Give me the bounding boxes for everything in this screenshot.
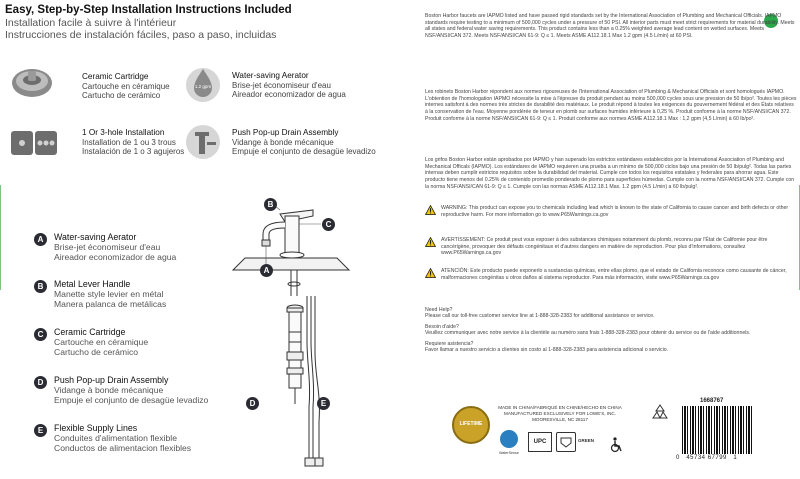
watersense-logo	[500, 430, 518, 448]
help-question-en: Need Help?	[425, 307, 453, 313]
callout-b: B	[264, 198, 277, 211]
help-section	[425, 307, 755, 357]
header-english: Easy, Step-by-Step Installation Instructions Included	[5, 4, 292, 16]
header	[5, 4, 415, 42]
aerator-gpm-label: 1.2 gpm	[194, 84, 212, 89]
feature-water-saving-aerator: Water-saving Aerator Brise-jet économiseur d'eau Aireador economizador de agua	[232, 71, 346, 99]
part-letter-badge: C	[34, 328, 47, 341]
warning-triangle-icon	[425, 268, 436, 278]
ceramic-cartridge-icon	[8, 65, 56, 101]
callout-a: A	[260, 264, 273, 277]
feature-drain-assembly: Push Pop-up Drain Assembly Vidange à bonde mécanique Empuje el conjunto de desagüe levadizo	[232, 128, 376, 156]
help-text-en: Please call our toll-free customer service line at 1-888-328-2383 for additional assistance or service.	[425, 313, 655, 320]
part-letter-badge: A	[34, 233, 47, 246]
certification-mark-icon	[556, 432, 576, 452]
warning-french: AVERTISSEMENT: Ce produit peut vous exposer à des substances chimiques notamment du plomb, reconnu par l'État de Californie pour être cancérigène, provoquer des défauts congénitaux et d'autres dangers en matière de reproduction. Pour plus d'informations, consultez www.P65Warnings.ca.gov	[425, 237, 797, 265]
help-text-fr: Veuillez communiquer avec notre service à la clientèle au numéro sans frais 1-888-328-2383 pour obtenir du service ou de l'aide additionnels.	[425, 330, 751, 337]
installation-holes-icon	[10, 125, 58, 161]
barcode-digits: 0 45734 67799 1	[676, 455, 738, 461]
compliance-french: Les robinets Boston Harbor répondent aux normes rigoureuses de l'International Association of Plumbing & Mechanical Officials et sont homologués IAPMO. L'obtention de l'homologation IAPMO nécessite la mise à l'épreuve du produit pendant au moins 500,000 cycles sous une pression de 50 lb/po². Toutes les pièces internes satisfont à des normes très strictes de durabilité des matériaux. Le produit répond à toutes les exigences du gouvernement fédéral et des États relatives à la conservation de l'eau. Moyenne pondérée de teneur en plomb sur surfaces humides inférieure à 0,25 %. Produit conforme à la norme NSF/ANSI/CAN 372. Produit conforme à la norme NSF/ANSI/CAN 61-9: Q ≤ 1. Produit conforme aux normes ASME A112.18.1 Max : 1,2 gpm (4,5 L/min) à 60 lb/po².	[425, 89, 797, 122]
lifetime-warranty-seal: LIFETIME	[452, 406, 490, 444]
accessibility-icon	[609, 437, 623, 453]
watersense-label: WaterSense	[499, 451, 519, 455]
compliance-spanish: Los grifos Boston Harbor están aprobados por IAPMO y han superado los estrictos estándares establecidos por la International Association of Plumbing and Mechanical Officals (IAPMO). Los estándares de IAPMO requieren una prueba a un mínimo de 500,000 ciclos bajo una presión de 50 lb/pulg². Todas las partes internas deben cumplir estrictos requisitos sobre la durabilidad del material. Cumple con todos los requisitos estatales y federales para ahorrar agua. Este producto tiene menos del 0.25% de contenido promedio ponderado de plomo para superficies húmedas. Cumple con la norma NSF/ANSI/CAN 372. Cumple con la norma NSF/ANSI/CAN 61-9: Q ≤ 1. Cumple con las normas ASME A112.18.1 Max. 1.2 gpm (4.5 L/min) a 60 lb/pulg².	[425, 157, 795, 190]
warning-spanish: ATENCIÓN: Este producto puede exponerlo a sustancias químicas, entre ellas plomo, que el estado de California reconoce como causante de cáncer, malformaciones congénitas u otros daños al sistema reproductor. Para más información, visite www.P65Warnings.ca.gov	[425, 268, 797, 296]
recycle-icon	[650, 403, 670, 423]
manufacturer-info: MADE IN CHINA/FABRIQUÉ EN CHINE/HECHO EN CHINA MANUFACTURED EXCLUSIVELY FOR LOWE'S, INC. MOORESVILLE, NC 28117	[498, 405, 622, 422]
warning-english: WARNING: This product can expose you to chemicals including lead which is known to the state of California to cause cancer and birth defects or other reproductive harm. For more information go to www.P65Warnings.ca.gov	[425, 205, 797, 231]
help-question-fr: Besoin d'aide?	[425, 323, 459, 330]
barcode	[682, 406, 754, 454]
part-letter-badge: E	[34, 424, 47, 437]
left-accent-line	[0, 185, 1, 290]
header-spanish: Instrucciones de instalación fáciles, paso a paso, incluidas	[5, 29, 277, 41]
feature-hole-installation: 1 Or 3-hole Installation Installation de 1 ou 3 trous Instalación de 1 o 3 agujeros	[82, 128, 185, 156]
item-number: 1668767	[700, 398, 724, 404]
callout-d: D	[246, 397, 259, 410]
callout-c: C	[322, 218, 335, 231]
drain-assembly-icon	[185, 120, 221, 160]
parts-list: A Water-saving Aerator Brise-jet économiseur d'eau Aireador economizador de agua B Metal Lever Handle Manette style levier en métal Manera palanca de metálicas C Ceramic Cartridge Cartouche en céramique Cartucho de cerámico D Push Pop-up Drain Assembly Vidange à bonde mécanique Empuje el conjunto de desagüe levadizo E Flexible Supply Lines Conduites d'alimentation flexible Conductos de alimentacion flexibles	[34, 233, 244, 463]
warning-triangle-icon	[425, 237, 436, 247]
water-drop-icon	[185, 63, 221, 103]
faucet-diagram	[225, 192, 375, 474]
part-letter-badge: B	[34, 280, 47, 293]
callout-e: E	[317, 397, 330, 410]
help-question-es: Requiere asistencia?	[425, 340, 474, 347]
warning-triangle-icon	[425, 205, 436, 215]
help-text-es: Favor llamar a nuestro servicio a clientes sin costo al 1-888-328-2383 para asistencia adicional o servicio.	[425, 347, 669, 354]
feature-ceramic-cartridge: Ceramic Cartridge Cartouche en céramique Cartucho de cerámico	[82, 72, 170, 100]
green-label: GREEN	[578, 438, 595, 443]
compliance-english: Boston Harbor faucets are IAPMO listed and have passed rigid standards set by the International Association of Plumbing and Mechanical Officials. IAPMO standards require testing to a minimum of 500,000 cycles under a pressure of 50 PSI. All interior parts must meet strict requirements for material durability. Meets all states and federal water saving requirements. This product contains less than a 0.25% weighted average lead content on wetted surfaces. Meets NSF/ANSI/CAN 372. Meets NSF/ANSI/CAN 61-9: Q ≤ 1. Meets ASME A112.18.1 Max 1.2 gpm (4.5 L/min) at 60 PSI.	[425, 13, 795, 40]
part-letter-badge: D	[34, 376, 47, 389]
header-french: Installation facile à suivre à l'intérieur	[5, 16, 177, 29]
upc-certification-logo: UPC	[528, 432, 552, 452]
